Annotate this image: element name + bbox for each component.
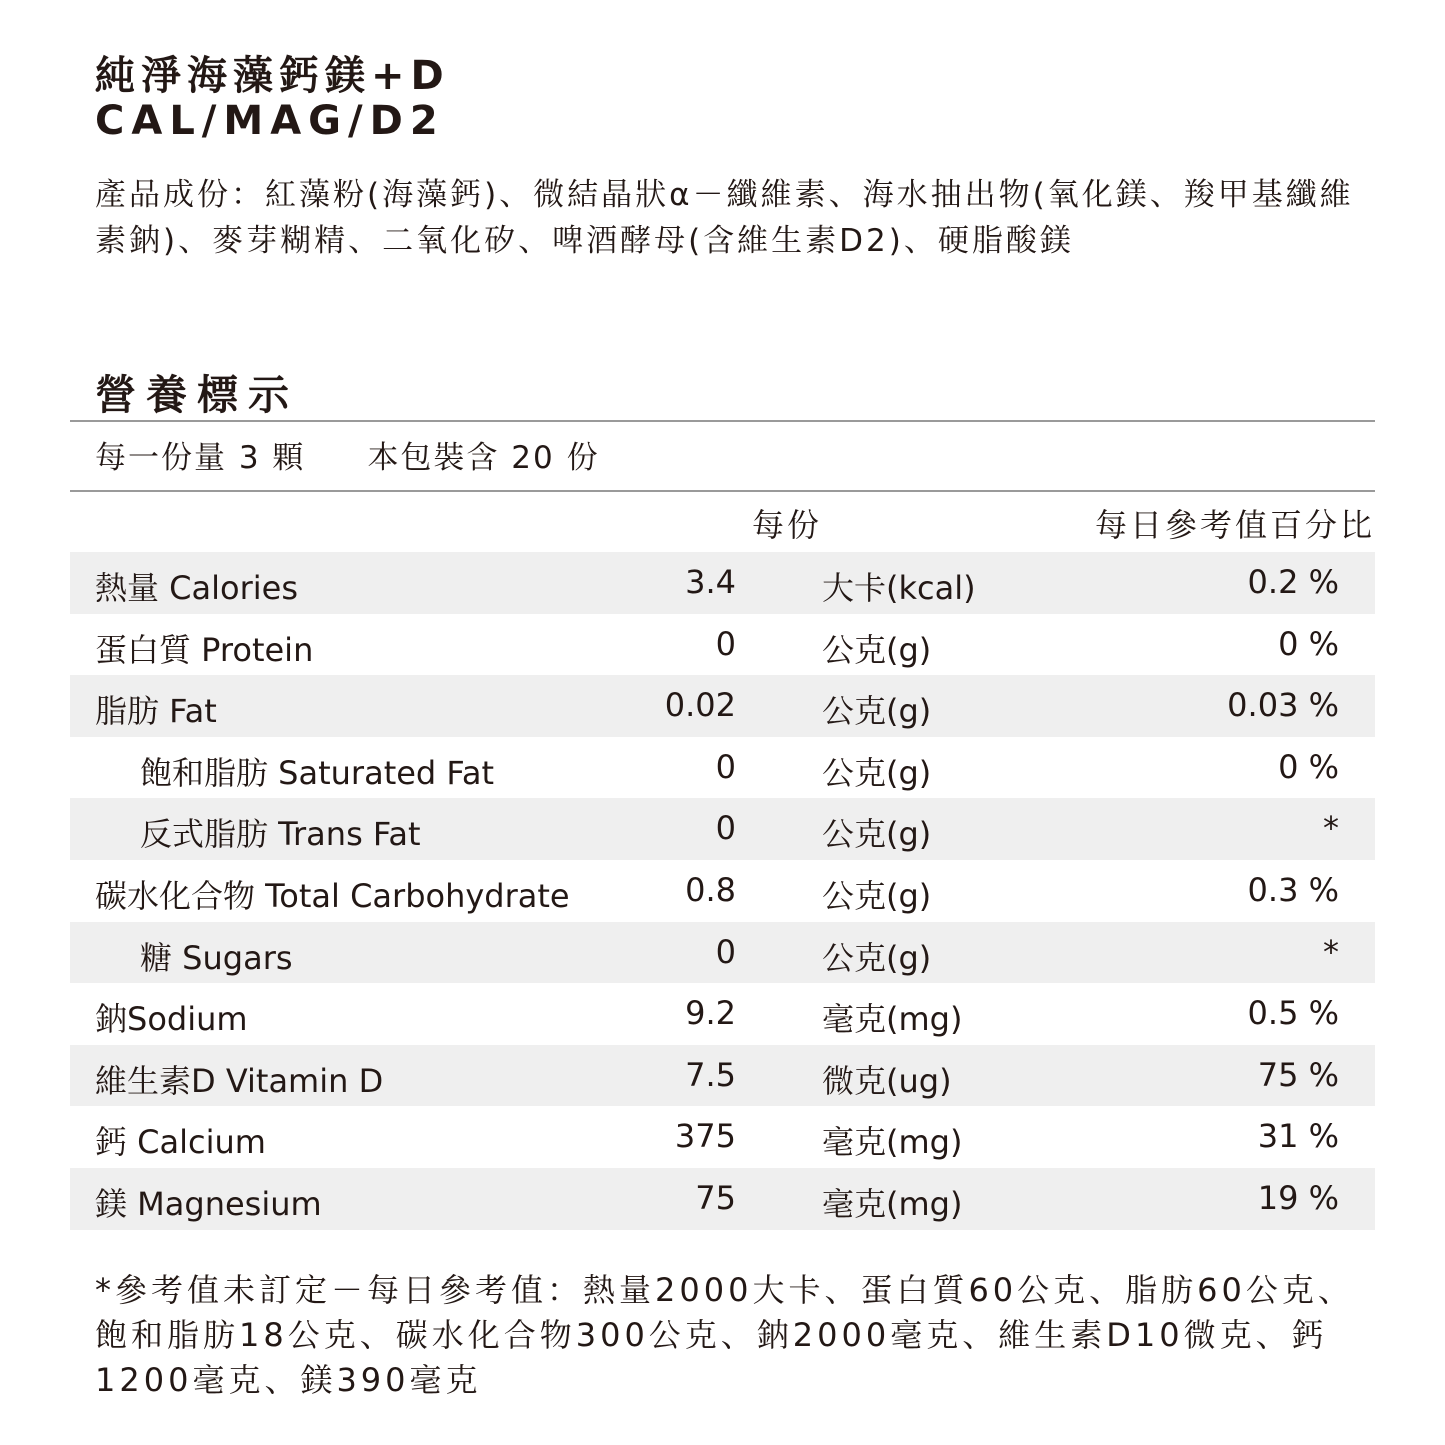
nutrient-name: 維生素D Vitamin D <box>95 1061 384 1100</box>
serving-info <box>95 432 600 477</box>
nutrient-name: 脂肪 Fat <box>95 692 217 731</box>
footnote: *參考值未訂定－每日參考值：熱量2000大卡、蛋白質60公克、脂肪60公克、飽和脂肪18公克、碳水化合物300公克、鈉2000毫克、維生素D10微克、鈣1200毫克、鎂390毫克 <box>95 1271 1354 1399</box>
nutrient-daily-value: 75 % <box>1257 1055 1339 1094</box>
nutrient-unit: 公克(g) <box>822 815 932 854</box>
nutrient-daily-value: 0.03 % <box>1227 686 1339 725</box>
product-name-en: CAL/MAG/D2 <box>95 98 445 144</box>
divider <box>70 490 1375 492</box>
ingredients-text: 產品成份：紅藻粉(海藻鈣)、微結晶狀α－纖維素、海水抽出物(氧化鎂、羧甲基纖維素鈉)、麥芽糊精、二氧化矽、啤酒酵母(含維生素D2)、硬脂酸鎂 <box>95 177 1354 259</box>
table-row <box>70 614 1375 676</box>
nutrient-daily-value: 0.3 % <box>1247 870 1339 909</box>
nutrient-unit: 公克(g) <box>822 938 932 977</box>
column-header-per-serving: 每份 <box>752 506 823 544</box>
table-row <box>70 922 1375 984</box>
nutrient-daily-value: * <box>1323 932 1339 971</box>
nutrient-daily-value: 0 % <box>1278 624 1339 663</box>
nutrient-amount: 75 <box>695 1178 736 1217</box>
nutrient-daily-value: * <box>1323 809 1339 848</box>
table-row <box>70 1168 1375 1230</box>
nutrient-name: 碳水化合物 Total Carbohydrate <box>95 876 570 915</box>
table-row <box>70 983 1375 1045</box>
servings-per-package: 本包裝含 20 份 <box>367 440 600 476</box>
nutrient-unit: 微克(ug) <box>822 1061 952 1100</box>
nutrient-amount: 0 <box>715 809 736 848</box>
nutrient-unit: 公克(g) <box>822 630 932 669</box>
serving-size: 每一份量 3 顆 <box>95 440 306 476</box>
nutrient-amount: 7.5 <box>685 1055 736 1094</box>
nutrient-amount: 3.4 <box>685 563 736 601</box>
nutrient-unit: 毫克(mg) <box>822 1123 963 1162</box>
nutrient-amount: 0.02 <box>664 686 736 725</box>
nutrient-unit: 毫克(mg) <box>822 1000 963 1039</box>
nutrient-daily-value: 0.2 % <box>1247 563 1339 601</box>
nutrient-name: 糖 Sugars <box>140 938 293 977</box>
nutrient-amount: 0 <box>715 747 736 786</box>
nutrient-unit: 公克(g) <box>822 876 932 915</box>
nutrient-daily-value: 31 % <box>1257 1117 1339 1156</box>
table-row <box>70 1106 1375 1168</box>
nutrient-name: 反式脂肪 Trans Fat <box>140 815 421 854</box>
divider <box>70 420 1375 422</box>
product-name-zh: 純淨海藻鈣鎂+D <box>95 53 450 99</box>
nutrient-amount: 9.2 <box>685 994 736 1033</box>
column-header-daily-value: 每日參考值百分比 <box>1094 506 1375 544</box>
nutrient-name: 蛋白質 Protein <box>95 630 314 669</box>
nutrient-amount: 0 <box>715 624 736 663</box>
nutrient-amount: 0.8 <box>685 870 736 909</box>
table-row <box>70 1045 1375 1107</box>
nutrient-daily-value: 0.5 % <box>1247 994 1339 1033</box>
nutrition-heading: 營養標示 <box>95 371 299 419</box>
nutrient-unit: 公克(g) <box>822 753 932 792</box>
nutrient-unit: 毫克(mg) <box>822 1184 963 1223</box>
table-row <box>70 860 1375 922</box>
nutrient-unit: 大卡(kcal) <box>822 569 976 607</box>
nutrient-unit: 公克(g) <box>822 692 932 731</box>
nutrient-name: 熱量 Calories <box>95 569 299 607</box>
nutrient-amount: 375 <box>674 1117 736 1156</box>
table-row <box>70 675 1375 737</box>
nutrient-name: 鈉Sodium <box>95 1000 248 1039</box>
nutrient-daily-value: 19 % <box>1257 1178 1339 1217</box>
nutrient-name: 鈣 Calcium <box>95 1123 266 1162</box>
nutrient-amount: 0 <box>715 932 736 971</box>
nutrient-daily-value: 0 % <box>1278 747 1339 786</box>
nutrient-name: 鎂 Magnesium <box>95 1184 322 1223</box>
table-row <box>70 737 1375 799</box>
table-row <box>70 798 1375 860</box>
nutrition-table <box>70 552 1375 1230</box>
nutrient-name: 飽和脂肪 Saturated Fat <box>140 753 495 792</box>
table-row <box>70 552 1375 614</box>
